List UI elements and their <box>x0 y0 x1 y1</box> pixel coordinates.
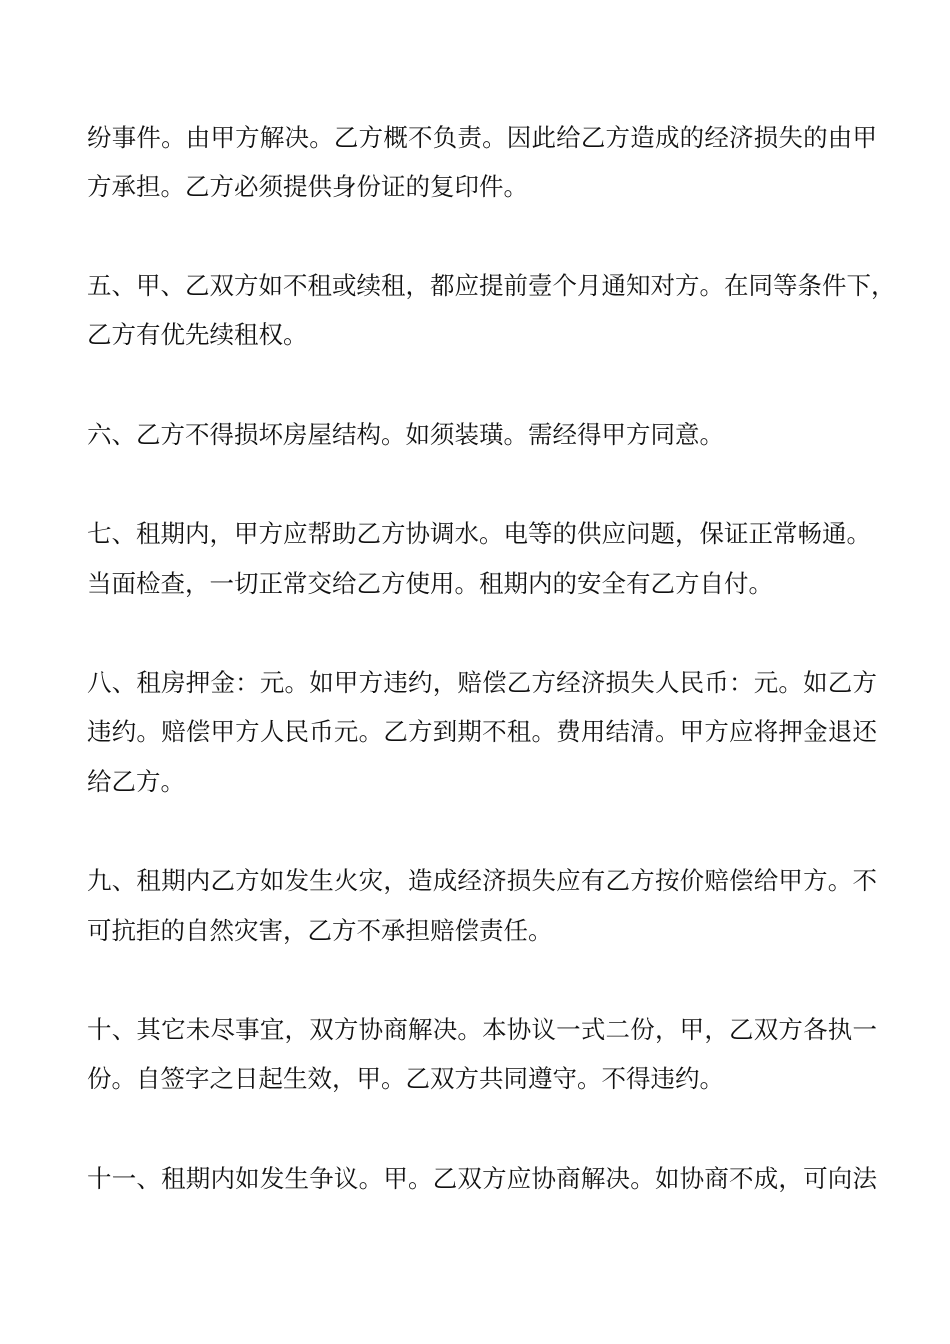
text-line: 五、甲、乙双方如不租或续租，都应提前壹个月通知对方。在同等条件下， <box>87 271 896 300</box>
text-line: 七、租期内，甲方应帮助乙方协调水。电等的供应问题，保证正常畅通。 <box>87 519 871 548</box>
text-line: 十、其它未尽事宜，双方协商解决。本协议一式二份，甲，乙双方各执一 <box>87 1015 877 1044</box>
text-line: 给乙方。 <box>87 767 185 796</box>
text-line: 九、租期内乙方如发生火灾，造成经济损失应有乙方按价赔偿给甲方。不 <box>87 866 877 895</box>
text-line: 八、租房押金：元。如甲方违约，赔偿乙方经济损失人民币：元。如乙方 <box>87 668 877 697</box>
text-line: 六、乙方不得损坏房屋结构。如须装璜。需经得甲方同意。 <box>87 420 724 449</box>
text-line: 当面检查，一切正常交给乙方使用。租期内的安全有乙方自付。 <box>87 569 773 598</box>
text-line: 可抗拒的自然灾害，乙方不承担赔偿责任。 <box>87 916 553 945</box>
text-line: 十一、租期内如发生争议。甲。乙双方应协商解决。如协商不成，可向法 <box>87 1164 877 1193</box>
text-line: 方承担。乙方必须提供身份证的复印件。 <box>87 172 528 201</box>
text-line: 纷事件。由甲方解决。乙方概不负责。因此给乙方造成的经济损失的由甲 <box>87 123 877 152</box>
text-line: 违约。赔偿甲方人民币元。乙方到期不租。费用结清。甲方应将押金退还 <box>87 717 877 746</box>
text-line: 乙方有优先续租权。 <box>87 320 308 349</box>
text-line: 份。自签字之日起生效，甲。乙双方共同遵守。不得违约。 <box>87 1064 724 1093</box>
